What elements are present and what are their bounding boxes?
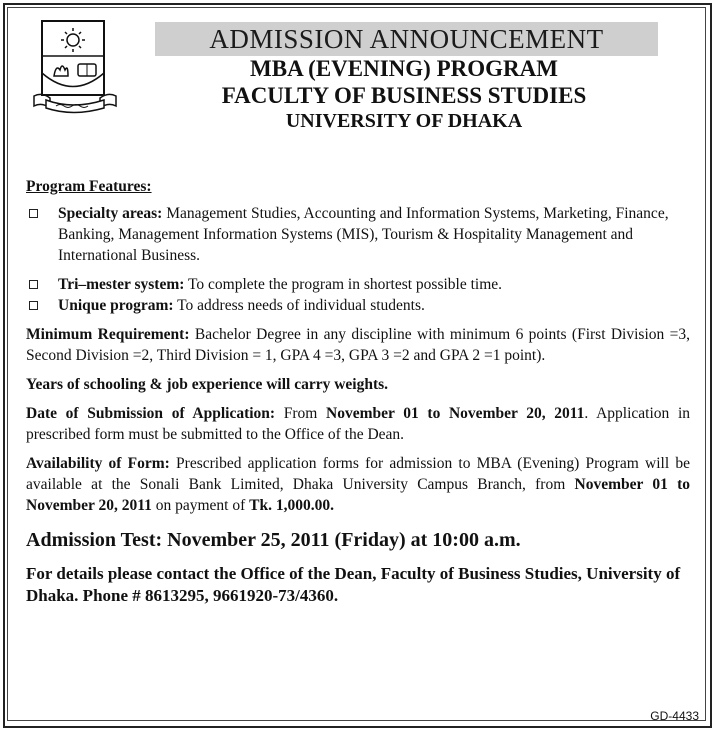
- admission-test: Admission Test: November 25, 2011 (Friday) at 10:00 a.m.: [26, 529, 521, 551]
- feature-label: Specialty areas:: [58, 205, 163, 222]
- announcement-title: ADMISSION ANNOUNCEMENT: [155, 22, 658, 56]
- checkbox-bullet-icon: [26, 274, 58, 295]
- weights-note: Years of schooling & job experience will carry weights.: [26, 376, 389, 393]
- announcement-body: [26, 176, 690, 607]
- features-heading: Program Features:: [26, 178, 152, 195]
- feature-text: To address needs of individual students.: [173, 297, 425, 314]
- feature-item: [26, 274, 690, 295]
- availability-dates: November 01 to November 20, 2011: [26, 476, 690, 514]
- contact-info: For details please contact the Office of the Dean, Faculty of Business Studies, University of Dhaka. Phone # 8613295, 9661920-73/4360.: [26, 564, 681, 605]
- submission-dates: November 01 to November 20, 2011: [326, 405, 585, 422]
- checkbox-bullet-icon: [26, 203, 58, 266]
- submission-label: Date of Submission of Application:: [26, 405, 276, 422]
- form-fee: Tk. 1,000.00.: [249, 497, 334, 514]
- availability-label: Availability of Form:: [26, 455, 170, 472]
- university-title: UNIVERSITY OF DHAKA: [285, 110, 523, 132]
- feature-text: Management Studies, Accounting and Information Systems, Marketing, Finance, Banking, Management Information Systems (MIS), Tourism & Hospitality Management and International Business.: [58, 205, 669, 264]
- faculty-title: FACULTY OF BUSINESS STUDIES: [221, 83, 587, 108]
- feature-item: [26, 203, 690, 266]
- feature-label: Unique program:: [58, 297, 174, 314]
- feature-text: To complete the program in shortest possible time.: [184, 276, 503, 293]
- feature-item: [26, 295, 690, 316]
- checkbox-bullet-icon: [26, 295, 58, 316]
- ad-code: GD-4433: [650, 709, 699, 723]
- university-logo-icon: [32, 18, 118, 114]
- availability-paragraph: Availability of Form: Prescribed application forms for admission to MBA (Evening) Program will be available at the Sonali Bank Limited, Dhaka University Campus Branch, from November 01 to November 20, 2011 on payment of Tk. 1,000.00.: [26, 455, 690, 514]
- program-title: MBA (EVENING) PROGRAM: [250, 56, 558, 81]
- requirement-text: Bachelor Degree in any discipline with minimum 6 points (First Division =3, Second Division =2, Third Division = 1, GPA 4 =3, GPA 3 =2 and GPA 2 =1 point).: [26, 326, 690, 364]
- submission-paragraph: Date of Submission of Application: From November 01 to November 20, 2011. Application in prescribed form must be submitted to the Office of the Dean.: [26, 405, 690, 443]
- requirement-paragraph: [26, 324, 690, 366]
- feature-label: Tri–mester system:: [58, 276, 185, 293]
- requirement-label: Minimum Requirement:: [26, 326, 190, 343]
